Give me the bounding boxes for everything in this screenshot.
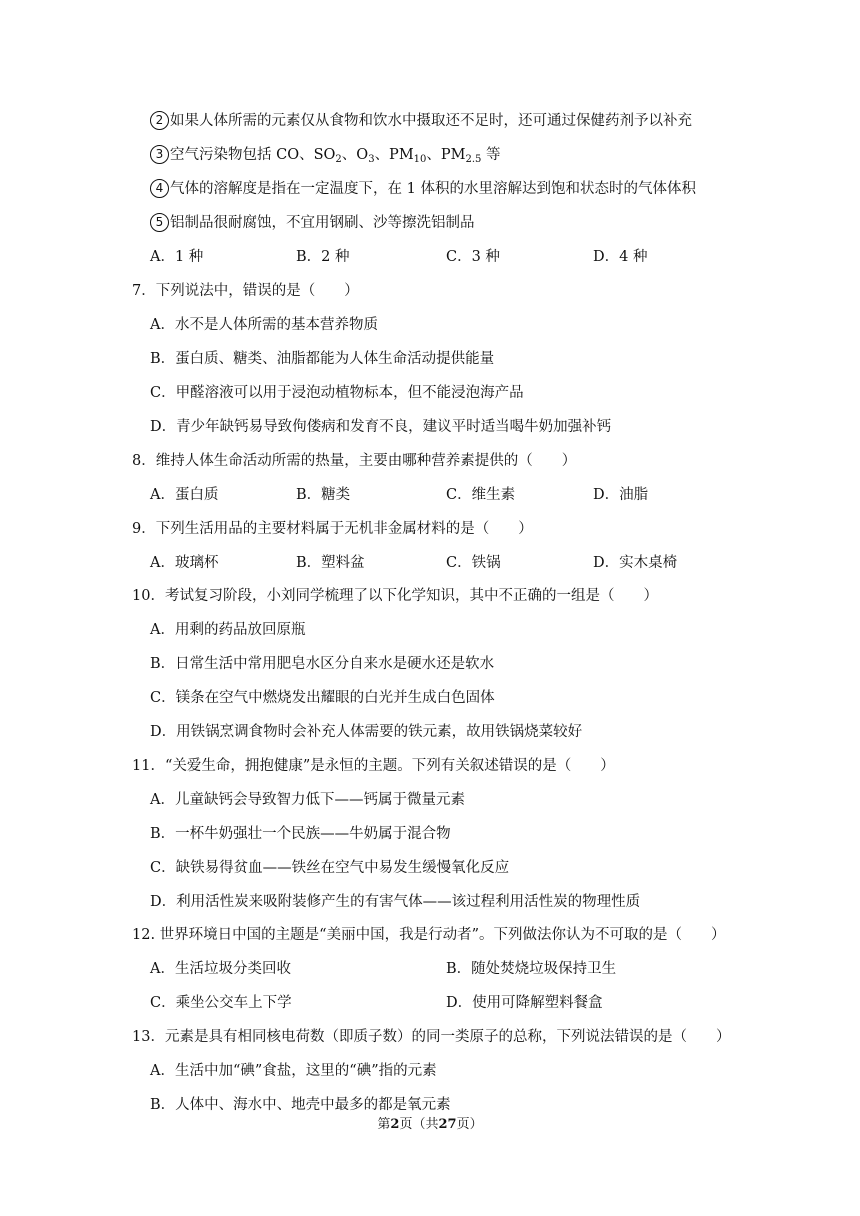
circled-number: 5 xyxy=(150,213,169,232)
q12-option-c: C．乘坐公交车上下学 xyxy=(150,995,292,1011)
q9-option-b: B．塑料盆 xyxy=(296,555,365,571)
q10-stem: 10．考试复习阶段，小刘同学梳理了以下化学知识，其中不正确的一组是（ ） xyxy=(132,588,658,604)
q10-option-d: D．用铁锅烹调食物时会补充人体需要的铁元素，故用铁锅烧菜较好 xyxy=(150,724,583,740)
q12-option-b: B．随处焚烧垃圾保持卫生 xyxy=(446,961,617,977)
circled-number: 2 xyxy=(150,111,169,130)
q8-option-d: D．油脂 xyxy=(593,487,649,503)
q6-option-d: D．4 种 xyxy=(593,249,648,265)
q6-option-c: C．3 种 xyxy=(446,249,500,265)
q10-option-c: C．镁条在空气中燃烧发出耀眼的白光并生成白色固体 xyxy=(150,690,495,706)
q11-option-c: C．缺铁易得贫血——铁丝在空气中易发生缓慢氧化反应 xyxy=(150,860,510,876)
q11-option-d: D．利用活性炭来吸附装修产生的有害气体——该过程利用活性炭的物理性质 xyxy=(150,894,641,910)
q13-option-a: A．生活中加“碘”食盐，这里的“碘”指的元素 xyxy=(150,1063,437,1079)
total-pages: 27 xyxy=(438,1117,457,1132)
q7-option-a: A．水不是人体所需的基本营养物质 xyxy=(150,317,378,333)
circled-number: 3 xyxy=(150,145,169,164)
q8-stem: 8．维持人体生命活动所需的热量，主要由哪种营养素提供的（ ） xyxy=(132,453,577,469)
q10-option-b: B．日常生活中常用肥皂水区分自来水是硬水还是软水 xyxy=(150,656,495,672)
circled-number: 4 xyxy=(150,179,169,198)
q7-option-d: D．青少年缺钙易导致佝偻病和发育不良，建议平时适当喝牛奶加强补钙 xyxy=(150,419,612,435)
q11-option-b: B．一杯牛奶强壮一个民族——牛奶属于混合物 xyxy=(150,826,451,842)
q12-option-d: D．使用可降解塑料餐盒 xyxy=(446,995,603,1011)
statement-text: 铝制品很耐腐蚀，不宜用钢刷、沙等擦洗铝制品 xyxy=(170,215,475,231)
q8-option-a: A．蛋白质 xyxy=(150,487,219,503)
q13-stem: 13．元素是具有相同核电荷数（即质子数）的同一类原子的总称，下列说法错误的是（ ） xyxy=(132,1029,731,1045)
statement-text: 气体的溶解度是指在一定温度下，在 1 体积的水里溶解达到饱和状态时的气体体积 xyxy=(170,181,696,197)
q7-stem: 7．下列说法中，错误的是（ ） xyxy=(132,283,359,299)
q12-option-a: A．生活垃圾分类回收 xyxy=(150,961,291,977)
q10-option-a: A．用剩的药品放回原瓶 xyxy=(150,622,306,638)
q8-option-b: B．糖类 xyxy=(296,487,351,503)
q7-option-b: B．蛋白质、糖类、油脂都能为人体生命活动提供能量 xyxy=(150,351,495,367)
statement-3: 3 空气污染物包括 CO、$SO_2$、$O_3$、$PM_{10}$、$PM_{2.5}$ 等 xyxy=(150,145,501,165)
q13-option-b: B．人体中、海水中、地壳中最多的都是氧元素 xyxy=(150,1097,451,1113)
q11-stem: 11．“关爱生命，拥抱健康”是永恒的主题。下列有关叙述错误的是（ ） xyxy=(132,758,615,774)
q8-option-c: C．维生素 xyxy=(446,487,516,503)
page-number: 2 xyxy=(390,1117,400,1132)
q9-option-c: C．铁锅 xyxy=(446,555,501,571)
statement-text: 如果人体所需的元素仅从食物和饮水中摄取还不足时，还可通过保健药剂予以补充 xyxy=(170,113,692,129)
q12-stem: 12. 世界环境日中国的主题是“美丽中国，我是行动者”。下列做法你认为不可取的是（ ） xyxy=(132,927,726,943)
q6-option-b: B．2 种 xyxy=(296,249,350,265)
q11-option-a: A．儿童缺钙会导致智力低下——钙属于微量元素 xyxy=(150,792,465,808)
statement-2 xyxy=(150,111,692,131)
q9-option-d: D．实木桌椅 xyxy=(593,555,678,571)
q9-option-a: A．玻璃杯 xyxy=(150,555,219,571)
q9-stem: 9．下列生活用品的主要材料属于无机非金属材料的是（ ） xyxy=(132,521,533,537)
statement-4 xyxy=(150,179,696,199)
q7-option-c: C．甲醛溶液可以用于浸泡动植物标本，但不能浸泡海产品 xyxy=(150,385,524,401)
statement-5 xyxy=(150,213,475,233)
page-footer: 第2页（共27页） xyxy=(377,1117,483,1132)
q6-option-a: A．1 种 xyxy=(150,249,204,265)
